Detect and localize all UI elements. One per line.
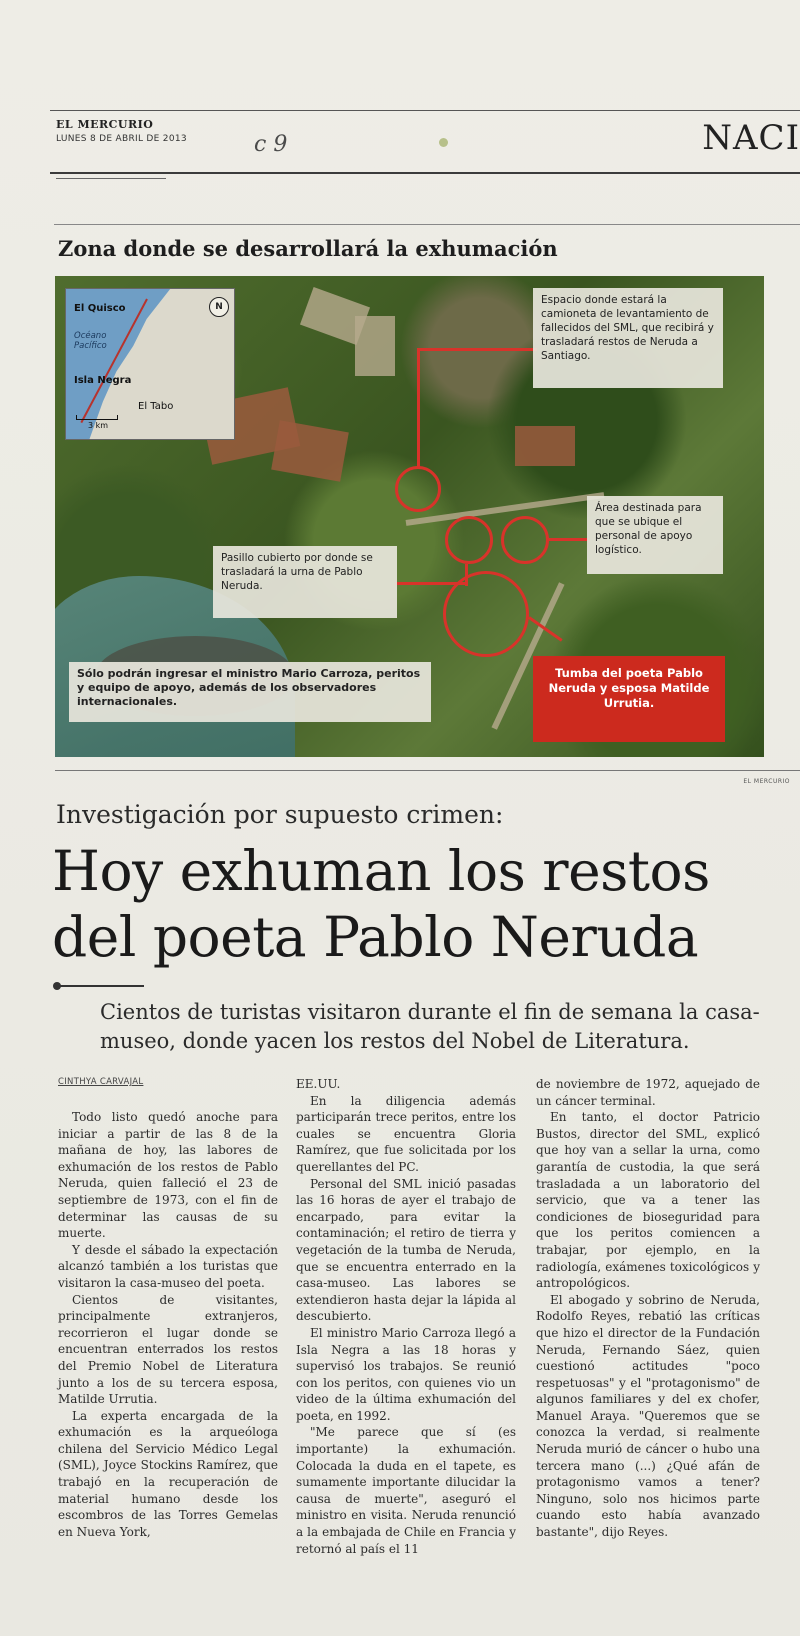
masthead-bottom-rule (50, 172, 800, 174)
masthead (56, 118, 800, 178)
scale-bar (76, 415, 118, 420)
paragraph: La experta encargada de la exhumación es la arqueóloga chilena del Servicio Médico Legal (SML), Joyce Stockins Ramírez, que trabajó en la recuperación de material humano desde los escombros de las Torres Gemelas en Nueva York, (58, 1408, 278, 1539)
headline-rule (56, 985, 144, 987)
masthead-top-rule (50, 110, 800, 111)
paragraph: El abogado y sobrino de Neruda, Rodolfo Reyes, rebatió las críticas que hizo el director de la Fundación Neruda, Fernando Sáez, quien cuestionó actitudes "poco respetuosas" y el "protagonismo" de algunos familiares y del ex chofer, Manuel Araya. "Queremos que se conozca la verdad, si realmente Neruda murió de cáncer o hubo una tercera mano (...) ¿Qué afán de protagonismo vamos a tener? Ninguno, solo nos hicimos parte cuando esto había avanzado bastante", dijo Reyes. (536, 1292, 760, 1540)
paragraph: Cientos de visitantes, principalmente extranjeros, recorrieron el lugar donde se encuentran enterrados los restos del Premio Nobel de Literatura junto a los de su tercera esposa, Matilde Urrutia. (58, 1292, 278, 1407)
paragraph: El ministro Mario Carroza llegó a Isla Negra a las 18 horas y supervisó los trabajos. Se reunió con los peritos, con quienes vio un video de la última exhumación del poeta, en 1992. (296, 1325, 516, 1423)
paragraph: Personal del SML inició pasadas las 16 horas de ayer el trabajo de encarpado, para evitar la contaminación; el retiro de tierra y vegetación de la tumba de Neruda, que se encuentra enterrado en la casa-museo. Las labores se extendieron hasta dejar la lápida al descubierto. (296, 1176, 516, 1324)
inset-label-el-tabo: El Tabo (138, 401, 174, 412)
article-deck: Cientos de turistas visitaron durante el fin de semana la casa-museo, donde yacen los restos del Nobel de Literatura. (100, 1000, 760, 1053)
map-building (271, 420, 349, 481)
paragraph: En tanto, el doctor Patricio Bustos, director del SML, explicó que hoy van a sellar la urna, como garantía de custodia, la que será trasladada a un laboratorio del servicio, que va a tener las condiciones de bioseguridad para que los peritos comiencen a trabajar, por ejemplo, en la radiología, exámenes toxicológicos y antropológicos. (536, 1110, 760, 1291)
leader-line (417, 348, 420, 468)
map-top-rule (54, 224, 800, 225)
article-byline: CINTHYA CARVAJAL (58, 1077, 144, 1087)
paragraph: de noviembre de 1972, aquejado de un cáncer terminal. (536, 1077, 760, 1108)
article-column-2 (296, 1076, 516, 1557)
inset-label-isla-negra: Isla Negra (74, 375, 132, 386)
inset-ocean-line-2: Pacífico (74, 341, 107, 351)
article-headline: Hoy exhuman los restos del poeta Pablo Neruda (52, 839, 710, 969)
article-column-3 (536, 1076, 760, 1541)
section-title: NACI (702, 118, 800, 158)
paragraph: "Me parece que sí (es importante) la exhumación. Colocada la duda en el tapete, es sumamente importante dilucidar la causa de muerte", aseguró el ministro en visita. Neruda renunció a la embajada de Chile en Francia y retornó al país el 11 (296, 1425, 516, 1556)
paragraph: EE.UU. (296, 1077, 341, 1091)
map-building (515, 426, 575, 466)
marker-ring-logistics (501, 516, 549, 564)
paragraph: Y desde el sábado la expectación alcanzó también a los turistas que visitaron la casa-museo del poeta. (58, 1242, 278, 1290)
handwritten-page-mark: c 9 (254, 132, 288, 157)
marker-ring-van (395, 466, 441, 512)
leader-line (549, 538, 589, 541)
inset-label-el-quisco: El Quisco (74, 303, 126, 314)
callout-tomb: Tumba del poeta Pablo Neruda y esposa Matilde Urrutia. (533, 656, 725, 742)
paper-name: EL MERCURIO (56, 118, 154, 131)
article-kicker: Investigación por supuesto crimen: (56, 800, 504, 829)
article-column-1 (58, 1109, 278, 1540)
map-bottom-rule (55, 770, 800, 771)
paragraph: En la diligencia además participarán trece peritos, entre los cuales se encuentra Gloria Ramírez, que fue solicitada por los querellantes del PC. (296, 1093, 516, 1174)
leader-line (395, 582, 467, 585)
inset-ocean-label (74, 331, 107, 351)
map-credit: EL MERCURIO (743, 778, 790, 785)
scale-label: 3 km (88, 421, 109, 430)
marker-ring-corridor (445, 516, 493, 564)
aerial-map (55, 276, 764, 757)
location-inset-map (65, 288, 235, 440)
inset-ocean-line-1: Océano (74, 331, 107, 341)
decorative-dot-icon (439, 138, 448, 147)
map-title: Zona donde se desarrollará la exhumación (58, 236, 558, 261)
callout-logistics-area: Área destinada para que se ubique el personal de apoyo logístico. (587, 496, 723, 574)
issue-date: LUNES 8 DE ABRIL DE 2013 (56, 134, 187, 144)
north-arrow-icon: N (209, 297, 229, 317)
callout-covered-corridor: Pasillo cubierto por donde se trasladará la urna de Pablo Neruda. (213, 546, 397, 618)
callout-access-restriction: Sólo podrán ingresar el ministro Mario Carroza, peritos y equipo de apoyo, además de los observadores internacionales. (69, 662, 431, 722)
callout-van-area: Espacio donde estará la camioneta de levantamiento de fallecidos del SML, que recibirá y trasladará restos de Neruda a Santiago. (533, 288, 723, 388)
paragraph: Todo listo quedó anoche para iniciar a partir de las 8 de la mañana de hoy, las labores de exhumación de los restos de Pablo Neruda, quien falleció el 23 de septiembre de 1973, con el fin de determinar las causas de su muerte. (58, 1110, 278, 1241)
masthead-short-rule (56, 178, 166, 179)
leader-line (417, 348, 537, 351)
map-building (355, 316, 395, 376)
